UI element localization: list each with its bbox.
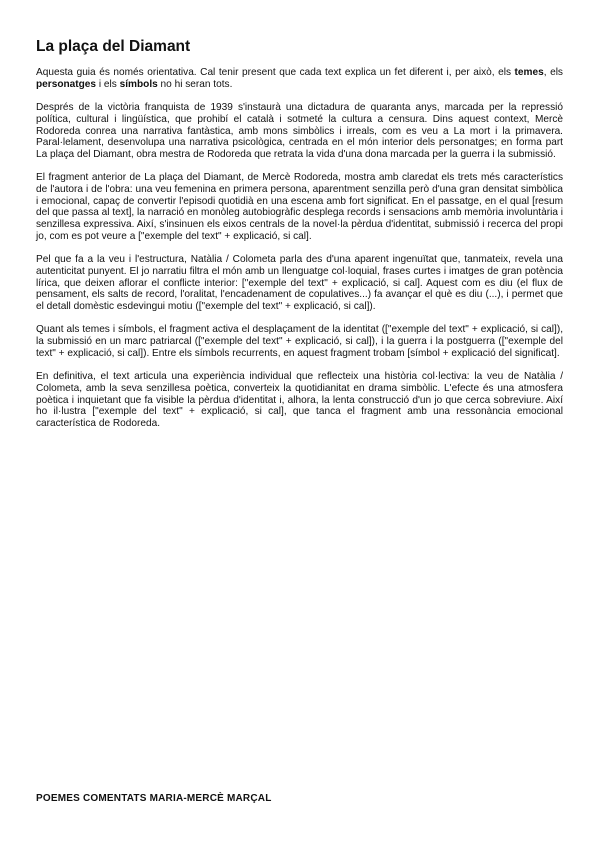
intro-text-4: no hi seran tots. bbox=[157, 78, 233, 90]
paragraph-context: Després de la victòria franquista de 1939 s'instaurà una dictadura de quaranta anys, marcada per la repressió política, cultural i lingüística, que prohibí el català i sotmeté la cultura a censura. Dins aquest context, Mercè Rodoreda conrea una narrativa fantàstica, amb mons simbòlics i irreals, com es veu a La mort i la primavera. Paral·lelament, desenvolupa una narrativa psicològica, centrada en el món interior dels personatges; en forma part La plaça del Diamant, obra mestra de Rodoreda que retrata la vida d'una dona marcada per la guerra i la submissió. bbox=[36, 102, 563, 160]
footer-section-heading: POEMES COMENTATS MARIA-MERCÈ MARÇAL bbox=[36, 793, 272, 804]
intro-text-2: , els bbox=[543, 67, 563, 78]
paragraph-voice-structure: Pel que fa a la veu i l'estructura, Natàlia / Colometa parla des d'una aparent ingenuïtat que, tanmateix, revela una autenticitat punyent. El jo narratiu filtra el món amb un llenguatge col·loquial, frases curtes i imatges de gran potència lírica, que deixen aflorar el conflicte interior: ["exemple del text" + explicació, si cal]. Aquest com es diu (el flux de pensament, els salts de record, l'oralitat, l'encadenament de copulatives...) fa avançar el què es diu (...), i permet que el detall domèstic esdevingui motiu (["exemple del text" + explicació, si cal]). bbox=[36, 254, 563, 313]
document-title: La plaça del Diamant bbox=[36, 38, 191, 55]
intro-text-3: i els bbox=[96, 78, 120, 90]
intro-paragraph bbox=[36, 67, 563, 90]
document-body bbox=[36, 67, 563, 441]
intro-text-1: Aquesta guia és només orientativa. Cal tenir present que cada text explica un fet diferent i, per això, els bbox=[36, 67, 515, 78]
intro-bold-simbols: símbols bbox=[119, 78, 158, 90]
paragraph-conclusion: En definitiva, el text articula una experiència individual que reflecteix una història col·lectiva: la veu de Natàlia / Colometa, amb la seva senzillesa poètica, converteix la quotidianitat en drama simbòlic. L'efecte és una atmosfera poètica i inquietant que fa visible la pèrdua d'identitat i, alhora, la lenta construcció d'un jo que cerca sobreviure. Així ho il·lustra ["exemple del text" + explicació, si cal], que tanca el fragment amb una ressonància emocional característica de Rodoreda. bbox=[36, 371, 563, 430]
paragraph-fragment: El fragment anterior de La plaça del Diamant, de Mercè Rodoreda, mostra amb claredat els trets més característics de l'autora i de l'obra: una veu femenina en primera persona, aparentment senzilla però d'una gran densitat simbòlica i emocional, capaç de convertir l'episodi quotidià en una escena amb fort significat. En el passatge, en el qual [resum del que passa al text], la narració en monòleg autobiogràfic desplega records i sensacions amb memòria involuntària i senzillesa expressiva. Així, s'insinuen els eixos centrals de la novel·la pèrdua d'identitat, submissió i recerca del propi jo, com es pot veure a ["exemple del text" + explicació, si cal]. bbox=[36, 172, 563, 242]
paragraph-themes-symbols: Quant als temes i símbols, el fragment activa el desplaçament de la identitat (["exemple del text" + explicació, si cal]), la submissió en un marc patriarcal (["exemple del text" + explicació, si cal]), i la guerra i la postguerra (["exemple del text" + explicació, si cal]). Entre els símbols recurrents, en aquest fragment trobam [símbol + explicació del significat]. bbox=[36, 324, 563, 359]
intro-bold-temes: temes bbox=[514, 67, 544, 78]
intro-bold-personatges: personatges bbox=[36, 78, 97, 90]
